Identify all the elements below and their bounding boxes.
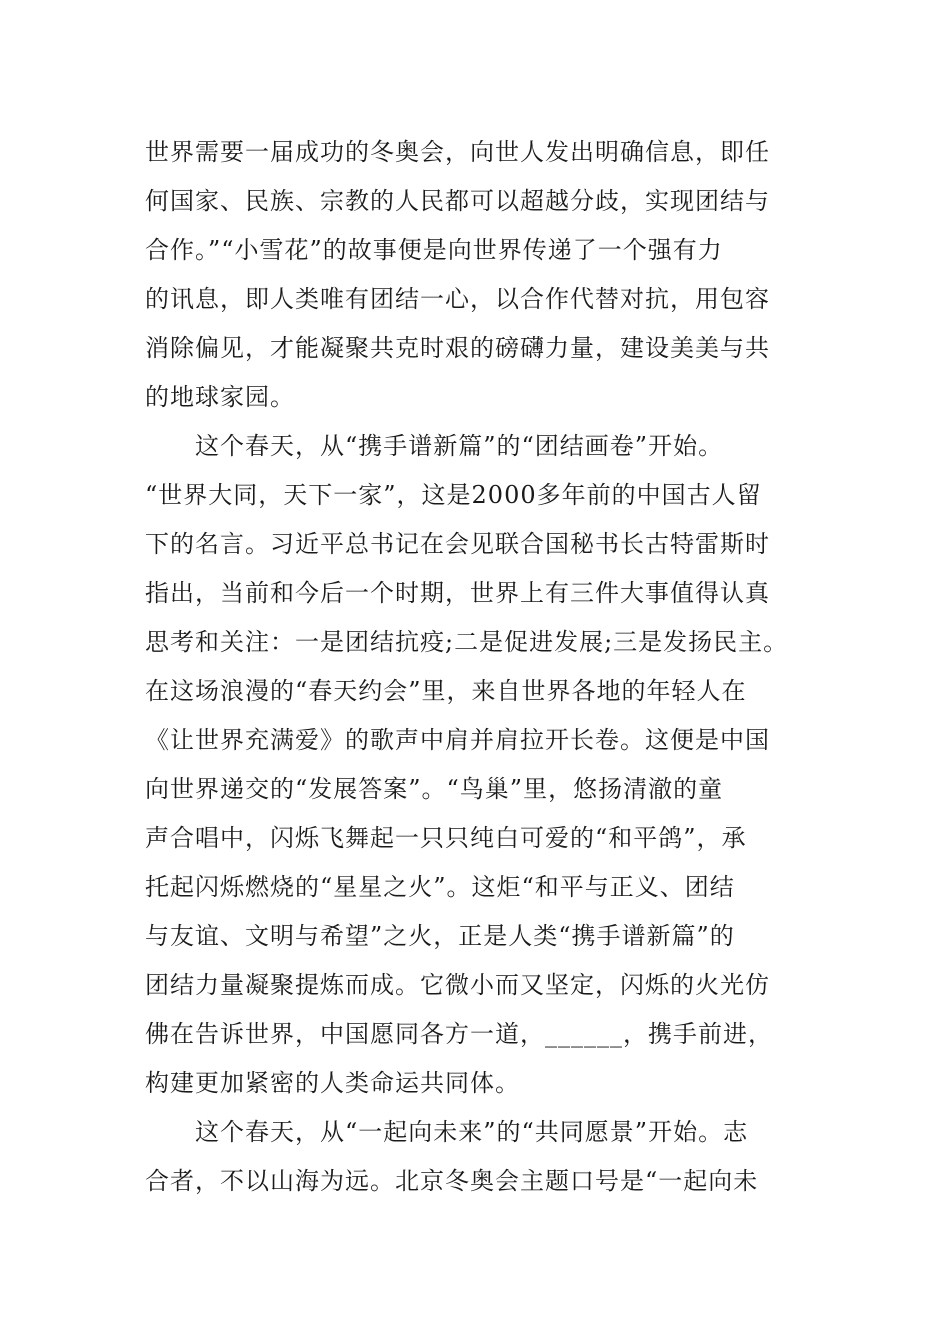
text-line: 的讯息，即人类唯有团结一心，以合作代替对抗，用包容 <box>145 285 770 313</box>
text-line: 在这场浪漫的“春天约会”里，来自世界各地的年轻人在 <box>145 677 747 705</box>
text-line: 这个春天，从“一起向未来”的“共同愿景”开始。志 <box>145 1118 749 1146</box>
document-body <box>145 128 820 1206</box>
text-line: “世界大同，天下一家”，这是2000多年前的中国古人留 <box>145 481 762 509</box>
text-line: 与友谊、文明与希望”之火，正是人类“携手谱新篇”的 <box>145 922 735 950</box>
text-line: 《让世界充满爱》的歌声中肩并肩拉开长卷。这便是中国 <box>145 726 770 754</box>
text-line: 的地球家园。 <box>145 383 295 411</box>
text-line: 下的名言。习近平总书记在会见联合国秘书长古特雷斯时 <box>145 530 770 558</box>
text-line: 合者，不以山海为远。北京冬奥会主题口号是“一起向未 <box>145 1167 759 1195</box>
text-line: 何国家、民族、宗教的人民都可以超越分歧，实现团结与 <box>145 187 770 215</box>
text-line: 向世界递交的“发展答案”。“鸟巢”里，悠扬清澈的童 <box>145 775 724 803</box>
text-line: 团结力量凝聚提炼而成。它微小而又坚定，闪烁的火光仿 <box>145 971 770 999</box>
text-line: 世界需要一届成功的冬奥会，向世人发出明确信息，即任 <box>145 138 770 166</box>
text-line: 指出，当前和今后一个时期，世界上有三件大事值得认真 <box>145 579 770 607</box>
text-line: 声合唱中，闪烁飞舞起一只只纯白可爱的“和平鸽”，承 <box>145 824 747 852</box>
text-line: 构建更加紧密的人类命运共同体。 <box>145 1069 520 1097</box>
text-line: 托起闪烁燃烧的“星星之火”。这炬“和平与正义、团结 <box>145 873 735 901</box>
text-line: 消除偏见，才能凝聚共克时艰的磅礴力量，建设美美与共 <box>145 334 770 362</box>
text-line: 这个春天，从“携手谱新篇”的“团结画卷”开始。 <box>145 432 724 460</box>
text-line: 合作。”“小雪花”的故事便是向世界传递了一个强有力 <box>145 236 723 264</box>
text-line: 佛在告诉世界，中国愿同各方一道，______，携手前进， <box>145 1020 773 1048</box>
text-line: 思考和关注：一是团结抗疫;二是促进发展;三是发扬民主。 <box>145 628 789 656</box>
